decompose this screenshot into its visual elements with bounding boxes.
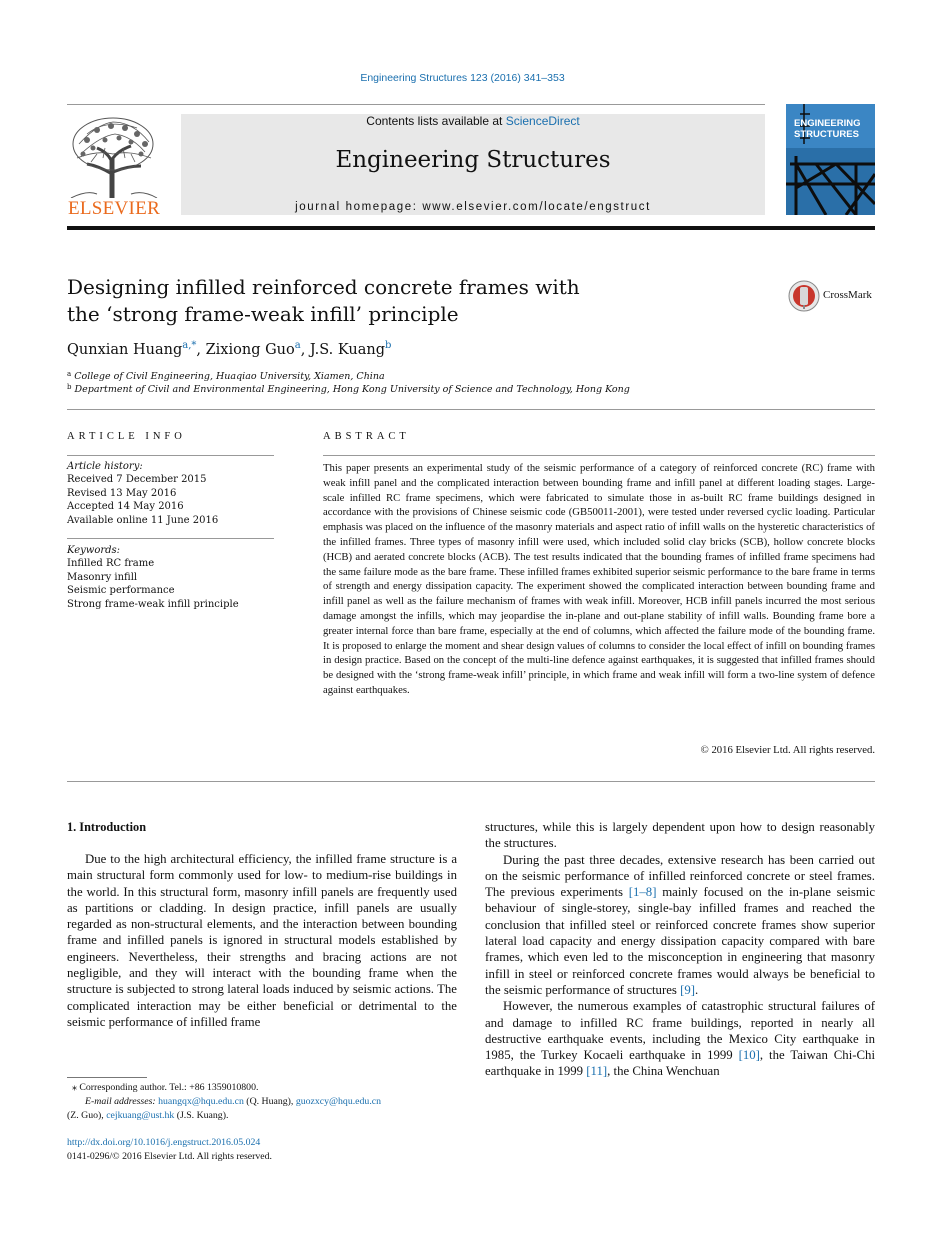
keyword-item: Seismic performance — [67, 585, 175, 597]
affiliation-mark: a — [67, 370, 72, 378]
journal-citation[interactable]: Engineering Structures 123 (2016) 341–353 — [360, 72, 565, 84]
author-affiliation-mark[interactable]: b — [384, 340, 392, 351]
sciencedirect-link[interactable]: ScienceDirect — [505, 114, 580, 128]
keyword-item: Strong frame-weak infill principle — [67, 598, 239, 610]
section-rule — [67, 409, 875, 410]
paragraph-text: During the past three decades, extensive research has been carried out on the seismic performance of infilled reinforced concrete or steel frames. The previous experiments — [485, 852, 875, 900]
author-affiliation-mark[interactable]: a — [294, 340, 301, 351]
keyword-item: Masonry infill — [67, 571, 138, 583]
footnote-rule — [67, 1077, 147, 1078]
intro-paragraph-1: Due to the high architectural efficiency, the infilled frame structure is a main structural form commonly used for low- to medium-rise buildings in the world. In this structural form, masonry infill panels are frequently used as partitions or cladding. In design practice, infill panels are usually regarded as non-structural elements, and the interaction between bounding frame and infilled panels is ignored in structural models established by engineers. Nevertheless, their strengths and bracing actions are not negligible, and they will interact with the bounding frame when the structure is subjected to strong lateral loads induced by seismic actions. The complicated interaction may be either beneficial or detrimental to the seismic performance of infilled frame — [67, 852, 457, 1029]
history-online: Available online 11 June 2016 — [67, 514, 219, 526]
citation-link[interactable]: [9] — [680, 982, 695, 997]
header-thick-rule — [67, 226, 875, 230]
article-title — [67, 274, 627, 328]
header-rule — [67, 104, 765, 105]
abstract-bottom-rule — [67, 781, 875, 782]
section-heading-introduction: 1. Introduction — [67, 820, 147, 834]
citation-link[interactable]: [10] — [738, 1048, 760, 1063]
intro-continuation: structures, while this is largely dependent upon how to design reasonably the structures. — [485, 820, 875, 851]
keywords-block — [67, 544, 277, 611]
affiliation-a — [67, 370, 385, 382]
intro-paragraph-3 — [485, 998, 875, 1079]
intro-paragraph-2 — [485, 852, 875, 999]
paragraph-text: , the Taiwan Chi-Chi earthquake in 1999 — [485, 1048, 875, 1079]
history-label: Article history: — [67, 461, 143, 472]
email-footnote — [67, 1095, 457, 1122]
article-title-line-2: the ‘strong frame-weak infill’ principle — [67, 302, 459, 326]
issn-line: 0141-0296/© 2016 Elsevier Ltd. All rights reserved. — [67, 1151, 272, 1162]
author-separator: , — [196, 342, 206, 358]
email-owner: (J.S. Kuang). — [174, 1109, 229, 1121]
author-name[interactable]: Zixiong Guo — [205, 342, 295, 358]
article-info-heading: ARTICLE INFO — [67, 431, 186, 442]
contents-prefix: Contents lists available at — [366, 114, 506, 128]
intro-right-column — [485, 819, 875, 1080]
paragraph-text: mainly focused on the in-plane seismic behaviour of single-storey, single-bay infilled frames and reached the conclusion that infilled steel or reinforced concrete frames show superior lateral load capacity and energy dissipation capacity compared with bare frames, which even led to the misconception in engineering that masonry infill in steel or reinforced concrete frames would always be beneficial to the seismic performance of structures — [485, 885, 876, 997]
history-accepted: Accepted 14 May 2016 — [67, 501, 184, 513]
author-separator: , — [300, 342, 310, 358]
keywords-rule — [67, 538, 274, 539]
email-link[interactable]: guozxcy@hqu.edu.cn — [295, 1096, 382, 1107]
abstract-text: This paper presents an experimental study of the seismic performance of a category of reinforced concrete (RC) frame with weak infill panel and the complicated interaction between bounding frame and infill panel at different loading stages. Large-scale infilled RC frame specimens, which were fabricated to simulate those in as-built RC frame buildings designed in accordance with the provisions of Chinese seismic code (GB50011-2001), were tested under reversed cyclic loading. Particular emphasis was placed on the influence of the masonry materials and aspect ratio of infill walls on the hysteretic characteristics of the infilled frames. Three types of masonry infill were used, which included solid clay bricks (SCB), hollow concrete blocks (HCB) and aerated concrete blocks (ACB). The test results indicated that the bounding frames of infilled frame specimens had the same failure mode as the bare frame. These infilled frames exhibited superior seismic performance to the bare frame in terms of strength and energy dissipation capacity. The experiment showed the complicated interaction between bounding frame and infill panel as well as the failure mechanism of frames with weak infill. Moreover, HCB infill panels incurred the most serious damage amongst the infills, which may jeopardise the in-plane and out-plane stability of infill walls. Bounding frame bore a greater internal force than bare frame, especially at the end of columns, which affected the failure mode of the bounding frame. It is proposed to enlarge the moment and shear design values of columns to consider the local effect of infill on bounding frames in design practice. Based on the concept of the multi-line defence against earthquakes, it is suggested that infilled frames should be designed with the ‘strong frame-weak infill’ principle, in which frame and weak infill will form a two-line system of defence against earthquakes. — [323, 462, 875, 696]
corresponding-author-note: ⁎ Corresponding author. Tel.: +86 1359010800. — [72, 1082, 259, 1093]
citation-link[interactable]: [1–8] — [628, 885, 657, 900]
author-name[interactable]: Qunxian Huang — [67, 342, 183, 358]
affiliation-b — [67, 383, 630, 395]
email-link[interactable]: huangqx@hqu.edu.cn — [158, 1096, 244, 1107]
author-name[interactable]: J.S. Kuang — [309, 342, 385, 358]
paragraph-text: . — [695, 982, 699, 997]
paragraph-text: However, the numerous examples of catastrophic structural failures of and damage to infilled RC frame buildings, reported in nearly all destructive earthquake events, including the Mexico City earthquake in 1985, the Turkey Kocaeli earthquake in 1999 — [485, 999, 875, 1063]
abstract-heading: ABSTRACT — [323, 431, 410, 442]
journal-title: Engineering Structures — [335, 147, 611, 173]
paragraph-text: , the China Wenchuan — [607, 1064, 720, 1079]
affiliation-text: Department of Civil and Environmental Engineering, Hong Kong University of Science and Technology, Hong Kong — [74, 384, 630, 395]
journal-homepage[interactable]: journal homepage: www.elsevier.com/locate/engstruct — [295, 201, 651, 213]
affiliation-mark: b — [67, 383, 72, 391]
journal-cover-image — [786, 104, 875, 215]
article-history — [67, 460, 277, 527]
intro-left-column — [67, 851, 457, 1030]
author-affiliation-mark[interactable]: a,* — [182, 340, 197, 351]
cover-title-line-2: STRUCTURES — [794, 129, 859, 140]
keywords-label: Keywords: — [67, 545, 121, 556]
article-title-line-1: Designing infilled reinforced concrete frames with — [67, 275, 580, 299]
citation-link[interactable]: [11] — [586, 1064, 608, 1079]
email-owner: (Z. Guo), — [67, 1109, 107, 1121]
crossmark-label[interactable]: CrossMark — [823, 289, 872, 301]
cover-title-line-1: ENGINEERING — [794, 118, 861, 129]
keyword-item: Infilled RC frame — [67, 558, 155, 570]
abstract-copyright: © 2016 Elsevier Ltd. All rights reserved. — [700, 744, 875, 756]
doi-link[interactable]: http://dx.doi.org/10.1016/j.engstruct.2016.05.024 — [67, 1137, 261, 1148]
article-info-rule — [67, 455, 274, 456]
email-owner: (Q. Huang), — [243, 1096, 296, 1107]
abstract-rule — [323, 455, 875, 456]
email-label: E-mail addresses: — [85, 1096, 156, 1107]
affiliation-text: College of Civil Engineering, Huaqiao University, Xiamen, China — [74, 371, 385, 382]
author-list — [67, 340, 391, 358]
elsevier-wordmark: ELSEVIER — [67, 198, 161, 219]
contents-line — [181, 114, 765, 128]
history-revised: Revised 13 May 2016 — [67, 487, 177, 499]
email-link[interactable]: cejkuang@ust.hk — [106, 1109, 175, 1121]
history-received: Received 7 December 2015 — [67, 474, 207, 486]
crossmark-icon — [788, 280, 820, 312]
